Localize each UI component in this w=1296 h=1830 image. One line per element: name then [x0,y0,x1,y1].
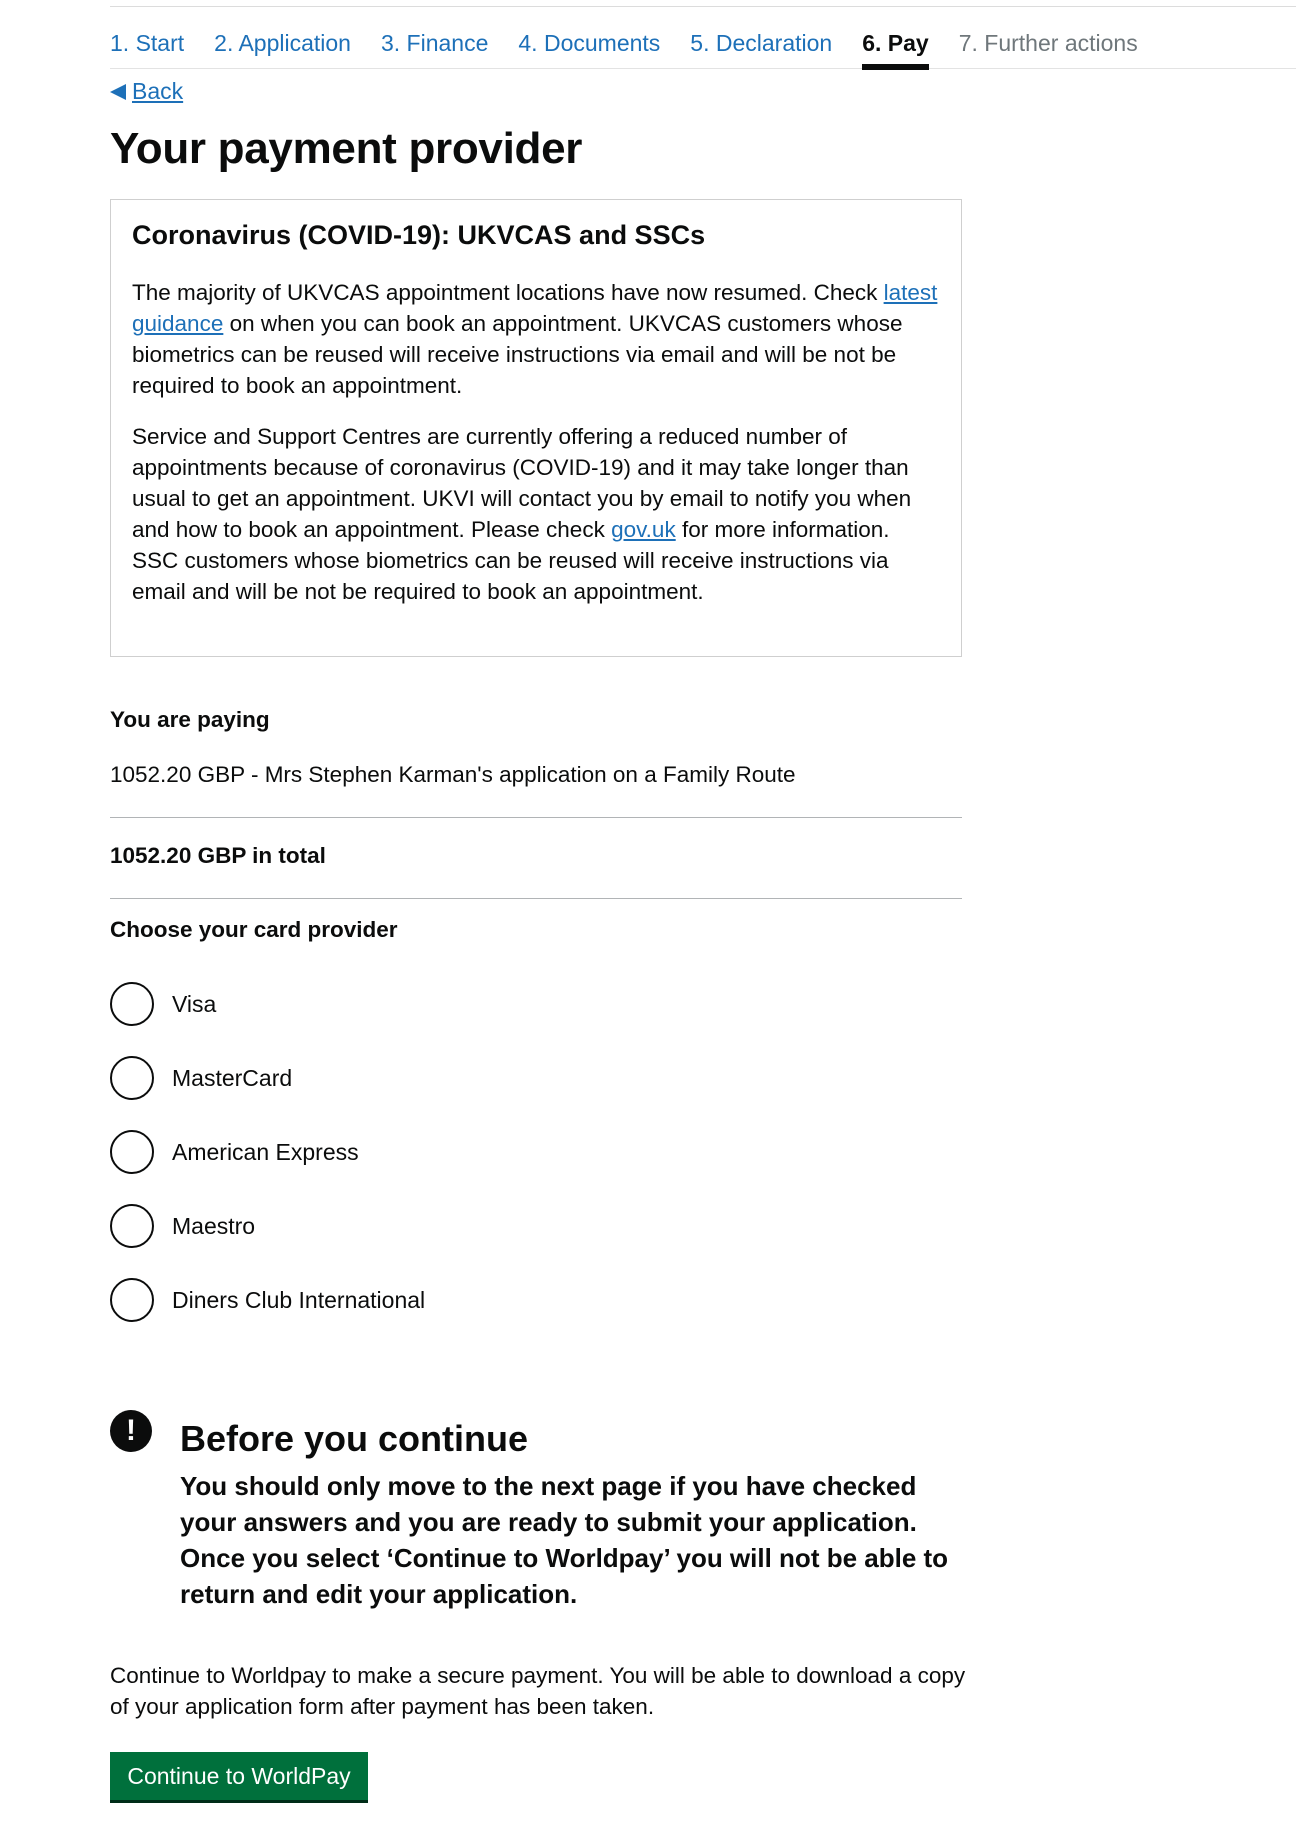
warning-title: Before you continue [180,1418,529,1459]
radio-button-circle[interactable] [110,1204,154,1248]
radio-visa[interactable] [110,980,425,1028]
payment-total: 1052.20 GBP in total [110,843,326,868]
card-provider-radios [110,980,425,1350]
gov-uk-link[interactable]: gov.uk [611,517,676,542]
notice-p1-text: The majority of UKVCAS appointment locations have now resumed. Check [132,280,884,305]
warning-icon: ! [110,1410,152,1452]
page-title: Your payment provider [110,124,583,173]
radio-label: Visa [172,990,217,1017]
back-arrow-icon [110,84,126,100]
warning-text: You should only move to the next page if you have checked your answers and you are ready to submit your application. Once you select ‘Continue to Worldpay’ you will not be able to return and edit your application. [180,1471,949,1609]
step-finance[interactable]: 3. Finance [380,30,489,56]
radio-label: MasterCard [172,1064,293,1091]
step-start[interactable]: 1. Start [110,30,185,56]
step-declaration[interactable]: 5. Declaration [690,30,833,56]
back-label: Back [132,78,184,104]
divider [110,898,962,899]
step-documents[interactable]: 4. Documents [518,30,661,56]
radio-button-circle[interactable] [110,1056,154,1100]
notice-paragraph-ssc [132,421,940,607]
notice-p1-text-end: on when you can book an appointment. UKVCAS customers whose biometrics can be reused will receive instructions via email and will be not be required to book an appointment. [132,311,903,398]
continue-instructions: Continue to Worldpay to make a secure payment. You will be able to download a copy of your application form after payment has been taken. [110,1663,966,1719]
you-are-paying-label: You are paying [110,707,270,732]
continue-to-worldpay-button[interactable]: Continue to WorldPay [110,1752,368,1800]
notice-p2-text: Service and Support Centres are currently offering a reduced number of appointments because of coronavirus (COVID-19) and it may take longer than usual to get an appointment. UKVI will contact you by email to notify you when and how to book an appointment. Please check [132,424,912,542]
radio-button-circle[interactable] [110,982,154,1026]
radio-button-circle[interactable] [110,1278,154,1322]
covid-notice [110,199,962,657]
latest-guidance-link[interactable]: latest guidance [132,280,938,336]
divider [110,817,962,818]
notice-paragraph-ukvcas [132,277,940,401]
radio-american-express[interactable] [110,1128,425,1176]
page-content [110,0,1296,1789]
radio-mastercard[interactable] [110,1054,425,1102]
notice-heading: Coronavirus (COVID-19): UKVCAS and SSCs [132,220,706,250]
radio-maestro[interactable] [110,1202,425,1250]
step-pay-current: 6. Pay [862,30,929,56]
radio-label: American Express [172,1138,359,1165]
radio-label: Diners Club International [172,1286,426,1313]
card-provider-label: Choose your card provider [110,917,398,942]
radio-diners-club[interactable] [110,1276,425,1324]
step-application[interactable]: 2. Application [214,30,351,56]
back-link[interactable] [110,78,183,105]
payment-item: 1052.20 GBP - Mrs Stephen Karman's application on a Family Route [110,762,796,787]
step-further-actions: 7. Further actions [958,30,1138,56]
radio-label: Maestro [172,1212,256,1239]
radio-button-circle[interactable] [110,1130,154,1174]
notice-p2-text-end: for more information. SSC customers whose biometrics can be reused will receive instructions via email and will be not be required to book an appointment. [132,517,890,604]
progress-steps [110,0,1296,69]
